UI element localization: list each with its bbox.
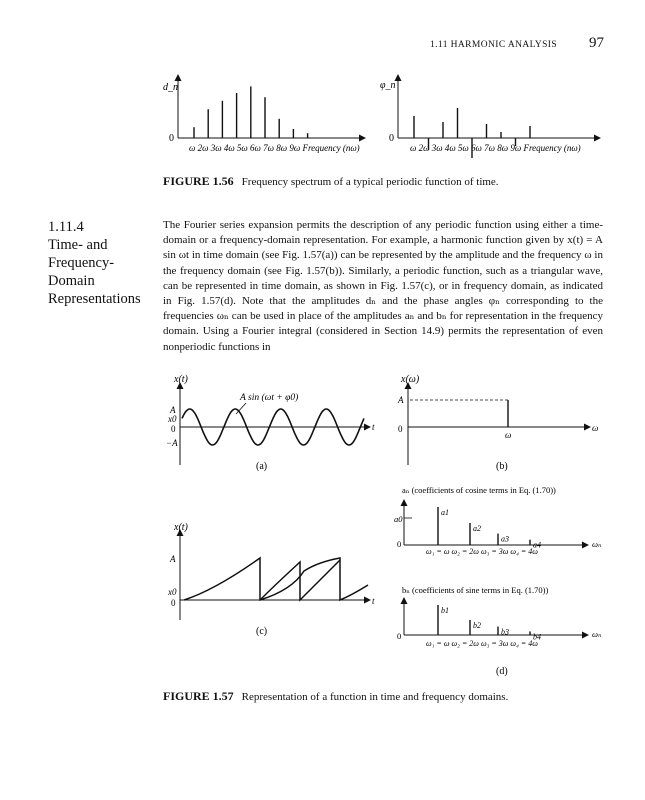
fig157a-plot xyxy=(166,374,375,472)
fig157d-a-label-4: a4 xyxy=(533,540,541,550)
fig157a-t: t xyxy=(372,422,375,432)
fig157d-a-zero: 0 xyxy=(397,539,402,549)
fig157d-a-bars xyxy=(438,507,541,550)
fig157d-b-zero: 0 xyxy=(397,631,402,641)
fig156-right-ylabel: φ_n xyxy=(380,80,396,91)
fig157d-a-label-2: a2 xyxy=(473,523,481,533)
fig157a-curve-label: A sin (ωt + φ0) xyxy=(240,393,299,403)
fig157d-b-plot xyxy=(397,585,602,677)
fig157b-ylabel: x(ω) xyxy=(401,374,420,385)
fig157d-b-label-4: b4 xyxy=(533,632,541,642)
fig156-left-xlabel: ω 2ω 3ω 4ω 5ω 6ω 7ω 8ω 9ω Frequency (nω) xyxy=(189,143,360,153)
fig157c-sawtooth xyxy=(184,558,368,600)
fig156-caption xyxy=(163,174,499,189)
fig157b-omega-axis: ω xyxy=(592,423,599,433)
fig157c-ylabel: x(t) xyxy=(174,522,188,533)
fig157d-a-plot xyxy=(394,485,602,556)
fig157b-zero: 0 xyxy=(398,424,403,434)
fig157d-a-label-1: a1 xyxy=(441,508,449,517)
fig157d-b-omega-n: ωₙ xyxy=(592,629,602,639)
fig157c-x0: x0 xyxy=(168,587,177,597)
fig157-caption xyxy=(163,689,508,704)
fig157c-plot xyxy=(167,522,375,637)
fig157d-a-freq-row: ω₁ = ω ω₂ = 2ω ω₃ = 3ω ω₄ = 4ω xyxy=(426,547,538,556)
fig157d-a-title: aₙ (coefficients of cosine terms in Eq. (1.70)) xyxy=(402,485,556,495)
fig157c-A: A xyxy=(170,554,176,564)
fig157a-x0: x0 xyxy=(168,414,177,424)
fig157c-panel-label: (c) xyxy=(256,626,268,637)
section-side-head xyxy=(48,218,158,308)
fig157d-panel-label: (d) xyxy=(496,666,508,677)
fig157d-b-label-1: b1 xyxy=(441,606,449,615)
section-title-line-1: Time- and xyxy=(48,237,108,253)
fig156-left-plot xyxy=(163,75,365,153)
fig157a-A: A xyxy=(170,405,176,415)
fig157b-A: A xyxy=(398,395,404,405)
page-number: 97 xyxy=(589,35,604,51)
fig157c-t: t xyxy=(372,596,375,606)
fig156-caption-text: Frequency spectrum of a typical periodic function of time. xyxy=(241,176,499,188)
fig157d-a-omega-n: ωₙ xyxy=(592,539,602,549)
fig157-caption-text: Representation of a function in time and frequency domains. xyxy=(241,691,509,703)
fig156-right-plot xyxy=(380,75,600,158)
fig157a-panel-label: (a) xyxy=(256,461,268,472)
fig156-left-zero: 0 xyxy=(169,133,174,144)
fig156-caption-label: FIGURE 1.56 xyxy=(163,174,234,188)
fig156-right-zero: 0 xyxy=(389,133,394,144)
section-number: 1.11.4 xyxy=(48,219,84,235)
fig156-left-bars xyxy=(194,86,308,138)
fig157a-zero: 0 xyxy=(171,424,176,434)
fig157d-a-label-3: a3 xyxy=(501,534,509,544)
running-head: 1.11 HARMONIC ANALYSIS xyxy=(430,40,558,50)
fig157d-a0: a0 xyxy=(394,514,403,524)
fig157b-panel-label: (b) xyxy=(496,461,508,472)
section-title-line-2: Frequency- xyxy=(48,255,115,271)
fig157d-b-bars xyxy=(438,605,541,641)
fig157c-zero: 0 xyxy=(171,598,176,608)
section-title-line-4: Representations xyxy=(48,291,141,307)
fig157-caption-label: FIGURE 1.57 xyxy=(163,689,234,703)
section-body-text: The Fourier series expansion permits the description of any periodic function using either a time-domain or a frequency-domain representation. For example, a harmonic function given by x(t) = A sin ωt in time domain (see Fig. 1.57(a)) can be represented by the amplitude and the frequency ω in the frequency domain (see Fig. 1.57(b)). Similarly, a periodic function, such as a triangular wave, can be represented in time domain, as shown in Fig. 1.57(c), or in frequency domain, as indicated in Fig. 1.57(d). Note that the amplitudes dₙ and the phase angles φₙ corresponding to the frequencies ωₙ can be used in place of the amplitudes aₙ and bₙ for representation in the frequency domain. Using a Fourier integral (considered in Section 14.9) permits the representation of even nonperiodic functions in xyxy=(163,219,603,353)
fig157d-b-label-2: b2 xyxy=(473,621,481,630)
fig157b-omega-tick: ω xyxy=(505,430,512,440)
fig157d-b-label-3: b3 xyxy=(501,627,509,637)
fig156-right-xlabel: ω 2ω 3ω 4ω 5ω 6ω 7ω 8ω 9ω Frequency (nω) xyxy=(410,143,581,153)
fig157b-plot xyxy=(397,374,598,472)
fig156-left-ylabel: d_n xyxy=(163,82,178,93)
fig157d-b-freq-row: ω₁ = ω ω₂ = 2ω ω₃ = 3ω ω₄ = 4ω xyxy=(426,639,538,648)
fig157a-ylabel: x(t) xyxy=(174,374,188,385)
section-title-line-3: Domain xyxy=(48,273,95,289)
fig157d-b-title: bₙ (coefficients of sine terms in Eq. (1.70)) xyxy=(402,585,549,595)
fig157a-negA: −A xyxy=(166,438,178,448)
